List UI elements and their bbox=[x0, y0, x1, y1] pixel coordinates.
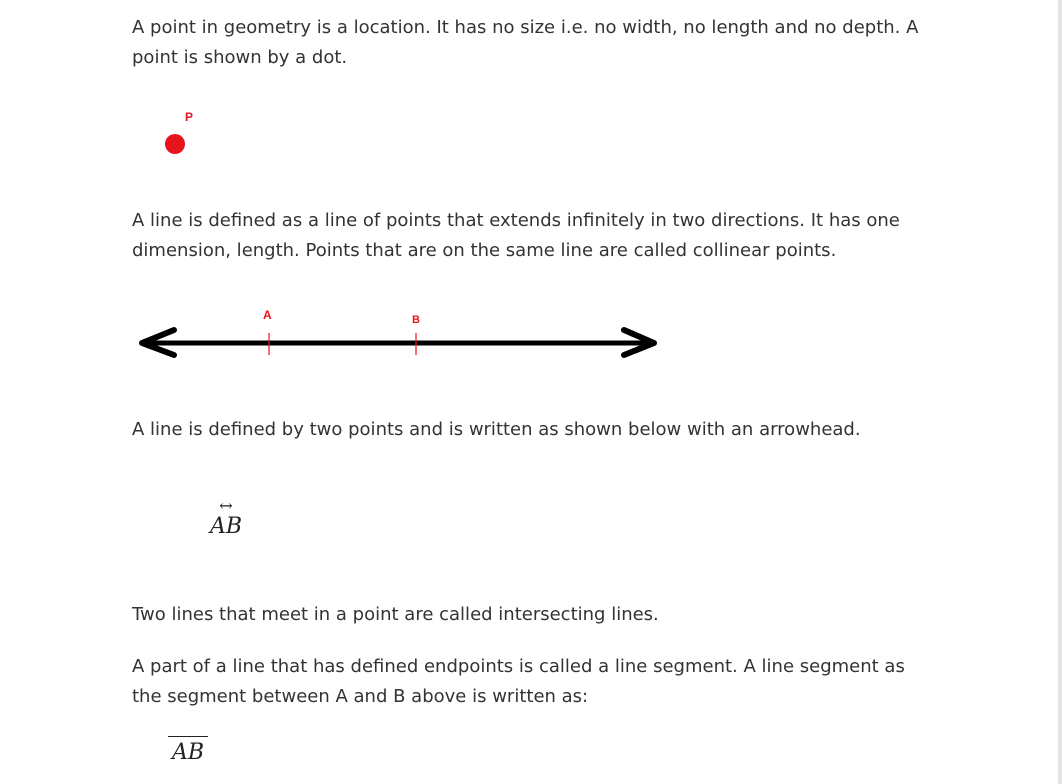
point-figure bbox=[150, 100, 210, 160]
line-notation-paragraph: A line is defined by two points and is written as shown below with an arrowhead. bbox=[132, 419, 861, 440]
point-p-label: P bbox=[185, 110, 194, 124]
segment-notation-text: AB bbox=[171, 740, 205, 765]
point-b-label: B bbox=[412, 314, 420, 326]
line-notation-symbol bbox=[206, 496, 246, 539]
intersecting-lines-paragraph: Two lines that meet in a point are called intersecting lines. bbox=[132, 604, 659, 625]
point-p-dot bbox=[165, 134, 185, 154]
line-segment-paragraph: A part of a line that has defined endpoints is called a line segment. A line segment as the segment between A and B above is written as: bbox=[132, 656, 905, 707]
double-arrow-accent: ↔ bbox=[219, 496, 233, 515]
point-definition-paragraph: A point in geometry is a location. It has no size i.e. no width, no length and no depth. A point is shown by a dot. bbox=[132, 17, 919, 68]
segment-notation-symbol bbox=[168, 736, 208, 767]
line-notation-text: AB bbox=[209, 514, 243, 539]
line-definition-paragraph: A line is defined as a line of points that extends infinitely in two directions. It has one dimension, length. Points that are on the same line are called collinear points. bbox=[132, 210, 900, 261]
line-figure bbox=[130, 300, 670, 370]
page-edge bbox=[1058, 0, 1062, 784]
point-a-label: A bbox=[263, 308, 272, 322]
